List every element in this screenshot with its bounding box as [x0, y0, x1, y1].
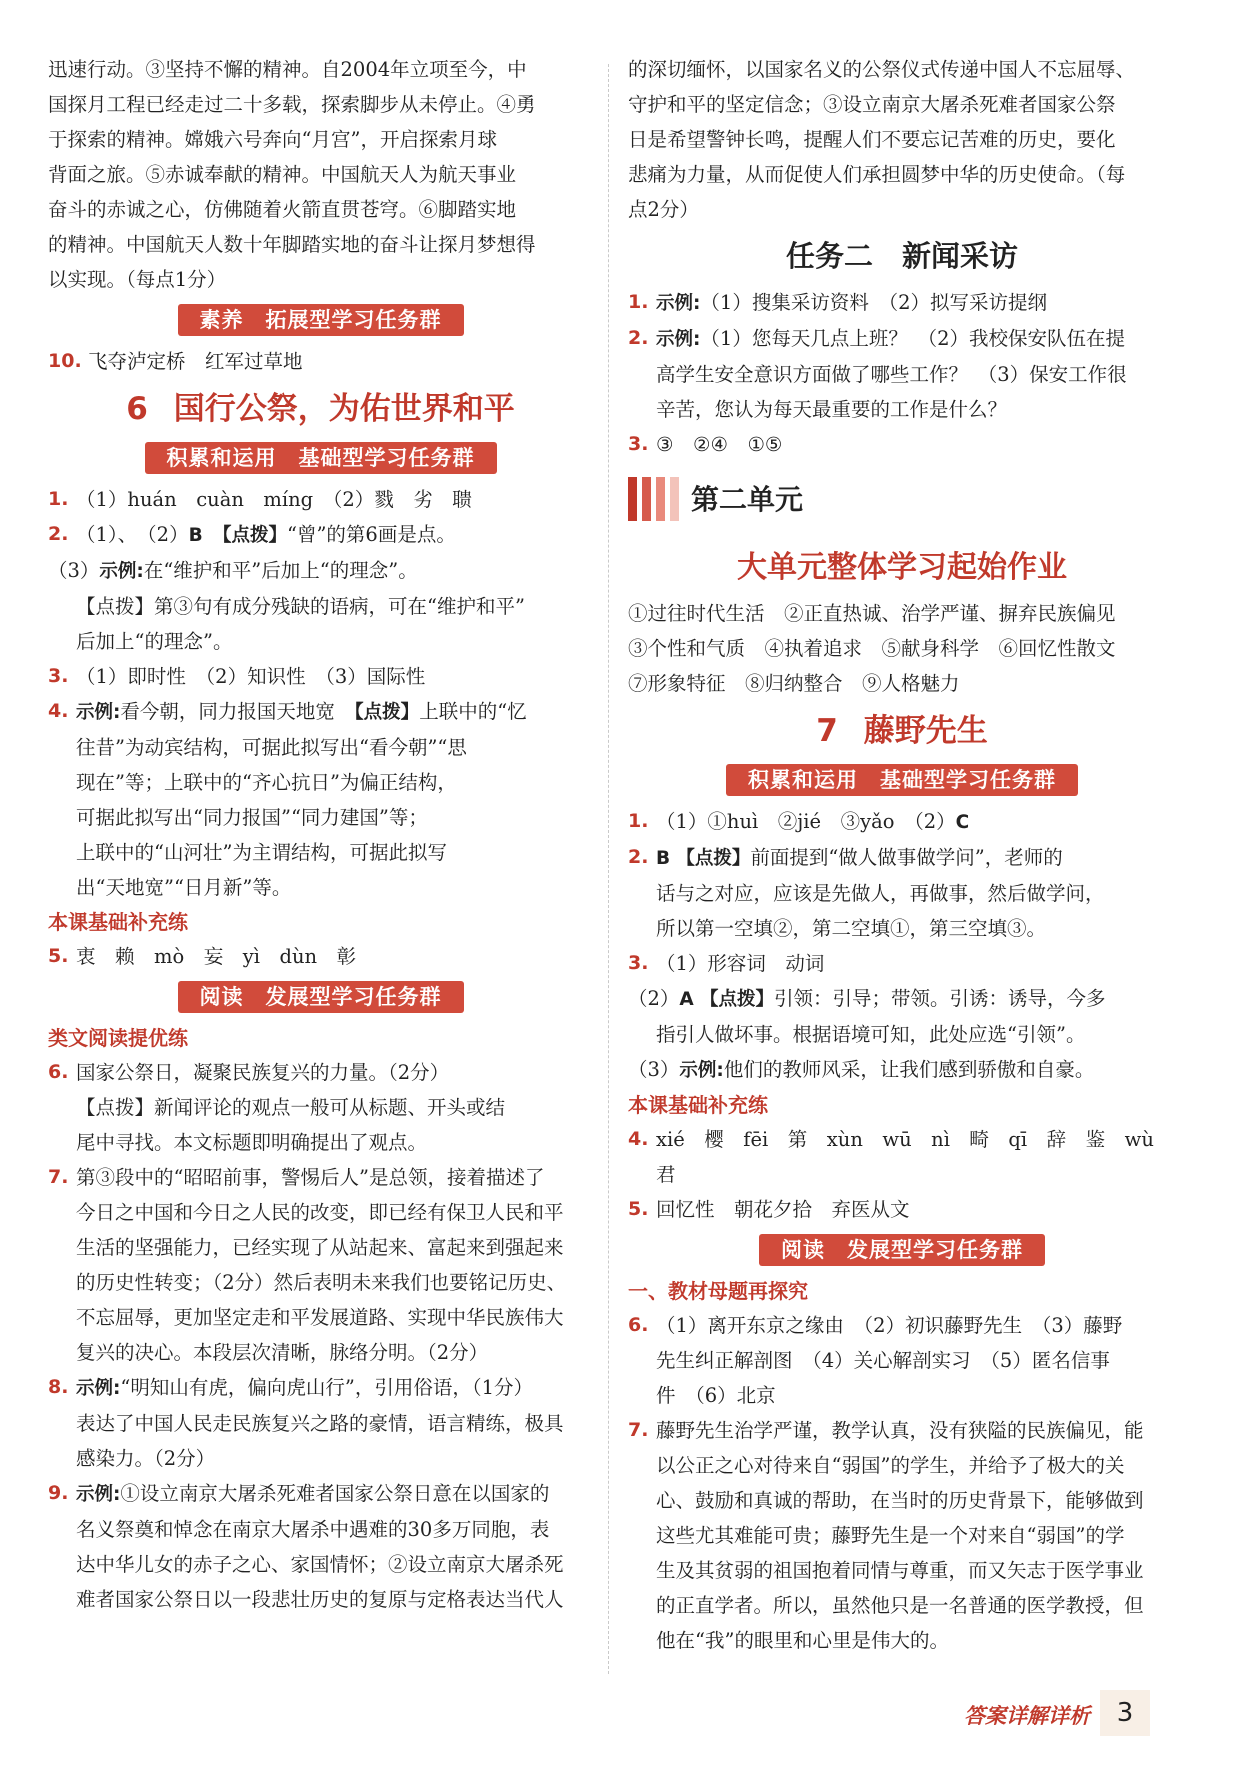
tip-line: 所以第一空填②，第二空填①，第三空填③。 — [656, 917, 1047, 940]
text-line: 感染力。（2分） — [76, 1447, 216, 1470]
text-line: 悲痛为力量，从而促使人们承担圆梦中华的历史使命。（每 — [628, 163, 1126, 186]
answer-item: 2. 示例:（1）您每天几点上班？ （2）我校保安队伍在提 — [628, 327, 1125, 350]
text-line: 先生纠正解剖图 （4）关心解剖实习 （5）匿名信事 — [656, 1349, 1110, 1372]
answer-item: 1. 示例:（1）搜集采访资料 （2）拟写采访提纲 — [628, 291, 1047, 314]
answer-item: 8. 示例:“明知山有虎，偏向虎山行”，引用俗语，（1分） — [48, 1376, 534, 1399]
tip-line: 出“天地宽”“日月新”等。 — [76, 876, 292, 899]
answer-item: 5. 回忆性 朝花夕拾 弃医从文 — [628, 1198, 910, 1221]
subsection-title: 一、教材母题再探究 — [628, 1279, 808, 1303]
section-banner: 素养 拓展型学习任务群 — [48, 303, 593, 338]
tip-line: 【点拨】新闻评论的观点一般可从标题、开头或结 — [76, 1096, 506, 1119]
text-line: 背面之旅。⑤赤诚奉献的精神。中国航天人为航天事业 — [48, 163, 517, 186]
tip-line: 往昔”为动宾结构，可据此拟写出“看今朝”“思 — [76, 736, 467, 759]
answer-item: 1. （1）huán cuàn míng （2）戮 劣 聩 — [48, 488, 472, 511]
unit-bars-icon — [628, 477, 679, 521]
answer-item: 2. （1）、 （2）B 【点拨】“曾”的第6画是点。 — [48, 523, 456, 546]
text-line: 的精神。中国航天人数十年脚踏实地的奋斗让探月梦想得 — [48, 233, 536, 256]
text-line: 守护和平的坚定信念；③设立南京大屠杀死难者国家公祭 — [628, 93, 1116, 116]
section-banner: 积累和运用 基础型学习任务群 — [628, 763, 1176, 798]
tip-line: 现在”等；上联中的“齐心抗日”为偏正结构， — [76, 771, 457, 794]
subsection-title: 本课基础补充练 — [628, 1093, 768, 1117]
text-line: 不忘屈辱，更加坚定走和平发展道路、实现中华民族伟大 — [76, 1306, 564, 1329]
text-line: 复兴的决心。本段层次清晰，脉络分明。（2分） — [76, 1341, 489, 1364]
answer-item: 7. 第③段中的“昭昭前事，警惕后人”是总领，接着描述了 — [48, 1166, 545, 1189]
text-line: 迅速行动。③坚持不懈的精神。自2004年立项至今，中 — [48, 58, 527, 81]
text-line: 生活的坚强能力，已经实现了从站起来、富起来到强起来 — [76, 1236, 564, 1259]
tip-line: 后加上“的理念”。 — [76, 630, 233, 653]
text-line: ①过往时代生活 ②正直热诚、治学严谨、摒弃民族偏见 — [628, 602, 1116, 625]
right-column — [628, 52, 1176, 1658]
subsection-title: 类文阅读提优练 — [48, 1026, 188, 1050]
text-line: ⑦形象特征 ⑧归纳整合 ⑨人格魅力 — [628, 672, 960, 695]
tip-line: 指引人做坏事。根据语境可知，此处应选“引领”。 — [656, 1023, 1086, 1046]
tip-line: 话与之对应，应该是先做人，再做事，然后做学问， — [656, 882, 1105, 905]
answer-item: 9. 示例:①设立南京大屠杀死难者国家公祭日意在以国家的 — [48, 1482, 550, 1505]
text-line: 日是希望警钟长鸣，提醒人们不要忘记苦难的历史，要化 — [628, 128, 1116, 151]
text-line: 他在“我”的眼里和心里是伟大的。 — [656, 1629, 949, 1652]
answer-item: 10. 飞夺泸定桥 红军过草地 — [48, 350, 303, 373]
page-number: 3 — [1100, 1690, 1150, 1736]
text-line: 高学生安全意识方面做了哪些工作？ （3）保安工作很 — [656, 363, 1127, 386]
section-banner: 阅读 发展型学习任务群 — [48, 980, 593, 1015]
subsection-title: 本课基础补充练 — [48, 910, 188, 934]
lesson-title: 6 国行公祭，为佑世界和平 — [126, 391, 515, 427]
text-line: 以公正之心对待来自“弱国”的学生，并给予了极大的关 — [656, 1454, 1125, 1477]
text-line: 难者国家公祭日以一段悲壮历史的复原与定格表达当代人 — [76, 1588, 564, 1611]
text-line: 的历史性转变；（2分）然后表明未来我们也要铭记历史、 — [76, 1271, 567, 1294]
text-line: 国探月工程已经走过二十多载，探索脚步从未停止。④勇 — [48, 93, 536, 116]
text-line: 生及其贫弱的祖国抱着同情与尊重，而又矢志于医学事业 — [656, 1559, 1144, 1582]
section-banner: 积累和运用 基础型学习任务群 — [48, 441, 593, 476]
text-line: 奋斗的赤诚之心，仿佛随着火箭直贯苍穹。⑥脚踏实地 — [48, 198, 517, 221]
text-line: 辛苦，您认为每天最重要的工作是什么？ — [656, 398, 1008, 421]
text-line: 表达了中国人民走民族复兴之路的豪情，语言精练，极具 — [76, 1412, 564, 1435]
left-column — [48, 52, 593, 1617]
answer-item: 2. B 【点拨】前面提到“做人做事做学问”，老师的 — [628, 846, 1063, 869]
tip-line: 可据此拟写出“同力报国”“同力建国”等； — [76, 806, 428, 829]
text-line: 这些尤其难能可贵；藤野先生是一个对来自“弱国”的学 — [656, 1524, 1125, 1547]
answer-item: 6. 国家公祭日，凝聚民族复兴的力量。（2分） — [48, 1061, 450, 1084]
answer-item: 4. 示例:看今朝，同力报国天地宽 【点拨】上联中的“忆 — [48, 700, 527, 723]
text-line: 以实现。（每点1分） — [48, 268, 227, 291]
section-banner: 阅读 发展型学习任务群 — [628, 1233, 1176, 1268]
text-line: （2）A 【点拨】引领：引导；带领。引诱：诱导，今多 — [628, 987, 1106, 1010]
answer-item: 3. ③ ②④ ①⑤ — [628, 433, 783, 456]
tip-line: 上联中的“山河壮”为主谓结构，可据此拟写 — [76, 841, 447, 864]
unit-heading: 第二单元 — [628, 468, 1176, 530]
answer-item: 3. （1）形容词 动词 — [628, 952, 825, 975]
text-line: 的深切缅怀，以国家名义的公祭仪式传递中国人不忘屈辱、 — [628, 58, 1136, 81]
footer-label: 答案详解详析 — [964, 1704, 1090, 1728]
text-line: 的正直学者。所以，虽然他只是一名普通的医学教授，但 — [656, 1594, 1144, 1617]
text-line: ③个性和气质 ④执着追求 ⑤献身科学 ⑥回忆性散文 — [628, 637, 1116, 660]
answer-item: 1. （1）①huì ②jié ③yǎo （2）C — [628, 810, 970, 833]
text-line: 件 （6）北京 — [656, 1384, 776, 1407]
text-line: 达中华儿女的赤子之心、家国情怀；②设立南京大屠杀死 — [76, 1553, 564, 1576]
tip-line: 【点拨】第③句有成分残缺的语病，可在“维护和平” — [76, 595, 525, 618]
text-line: 点2分） — [628, 198, 699, 221]
answer-item: 5. 衷 赖 mò 妄 yì dùn 彰 — [48, 945, 357, 968]
answer-item: 3. （1）即时性 （2）知识性 （3）国际性 — [48, 665, 426, 688]
unit-start-title: 大单元整体学习起始作业 — [737, 550, 1067, 585]
text-line: 心、鼓励和真诚的帮助，在当时的历史背景下，能够做到 — [656, 1489, 1144, 1512]
lesson-title: 7 藤野先生 — [816, 713, 988, 749]
text-line: 于探索的精神。嫦娥六号奔向“月宫”，开启探索月球 — [48, 128, 497, 151]
column-divider — [608, 64, 609, 1674]
text-line: （3）示例:在“维护和平”后加上“的理念”。 — [48, 559, 418, 582]
answer-item: 7. 藤野先生治学严谨，教学认真，没有狭隘的民族偏见，能 — [628, 1419, 1144, 1442]
answer-item: 4. xié 樱 fēi 第 xùn wū nì 畸 qī 辞 鉴 wù 君 — [628, 1128, 1174, 1186]
task-title: 任务二 新闻采访 — [785, 239, 1018, 273]
answer-item: 6. （1）离开东京之缘由 （2）初识藤野先生 （3）藤野 — [628, 1314, 1123, 1337]
text-line: 名义祭奠和悼念在南京大屠杀中遇难的30多万同胞，表 — [76, 1518, 550, 1541]
text-line: （3）示例:他们的教师风采，让我们感到骄傲和自豪。 — [628, 1058, 1095, 1081]
text-line: 今日之中国和今日之人民的改变，即已经有保卫人民和平 — [76, 1201, 564, 1224]
tip-line: 尾中寻找。本文标题即明确提出了观点。 — [76, 1131, 428, 1154]
